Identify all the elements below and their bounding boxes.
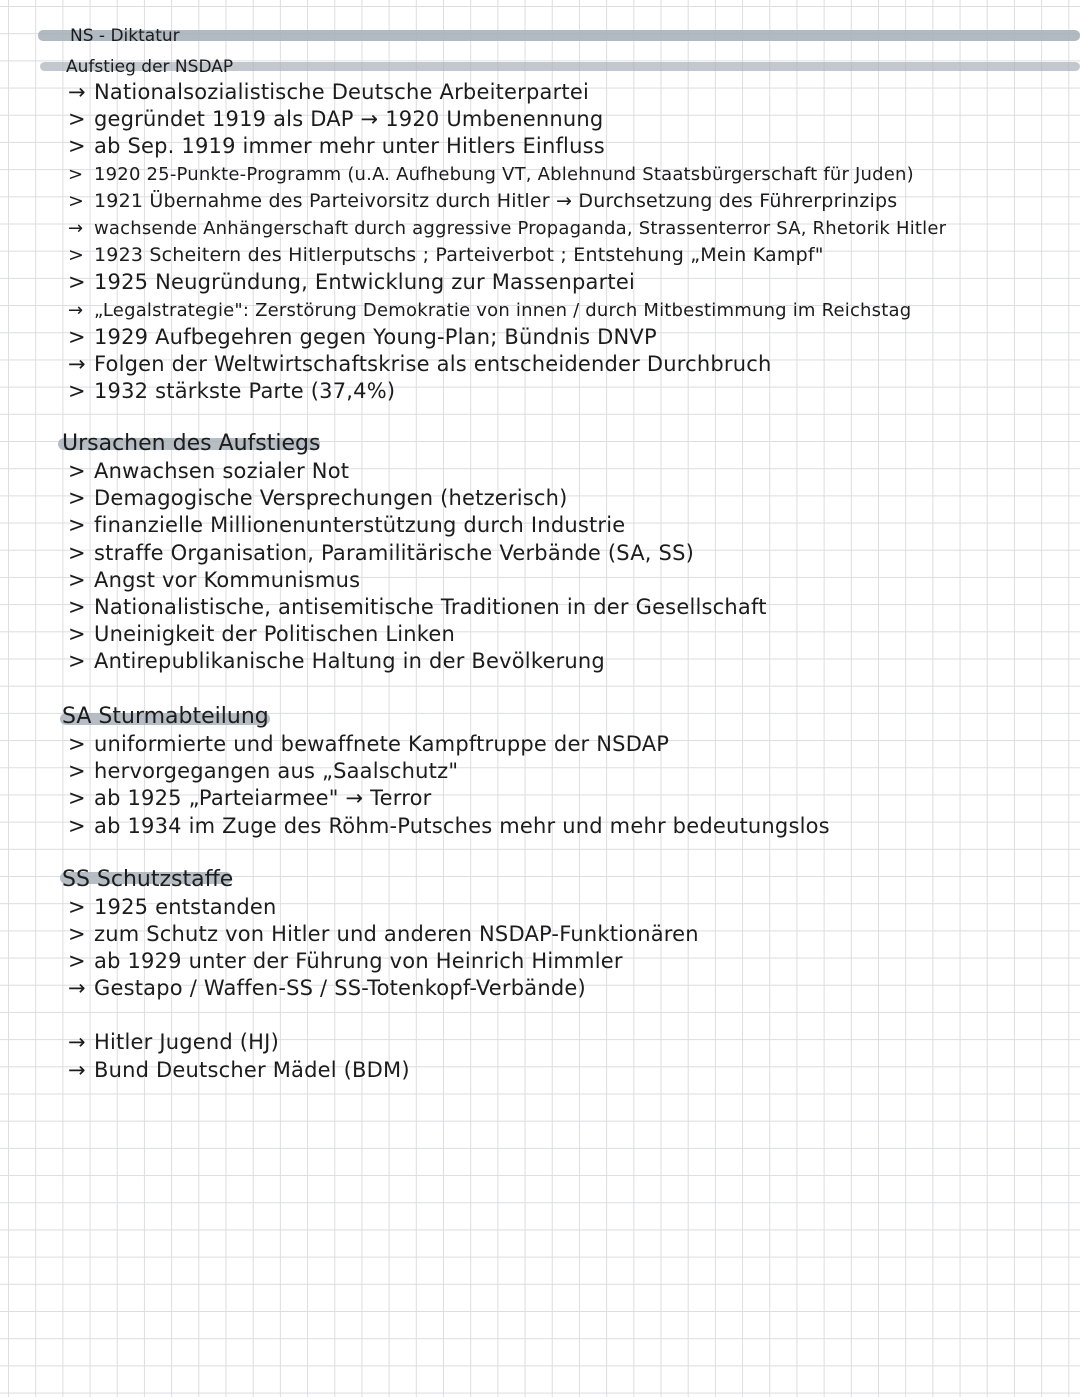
list-marker: > [68, 190, 85, 212]
list-item-text: Bund Deutscher Mädel (BDM) [94, 1058, 410, 1082]
list-marker: > [68, 622, 86, 646]
list-item-text: uniformierte und bewaffnete Kampftruppe der NSDAP [94, 732, 670, 756]
list-item-text: ab 1934 im Zuge des Röhm-Putsches mehr und mehr bedeutungslos [94, 814, 830, 838]
list-item [68, 188, 897, 215]
list-marker: > [68, 949, 86, 973]
list-item [68, 975, 586, 1002]
list-marker: > [68, 164, 84, 185]
list-item-text: Folgen der Weltwirtschaftskrise als entscheidender Durchbruch [94, 352, 772, 376]
list-marker: > [68, 134, 86, 158]
list-item [68, 458, 349, 485]
list-item [68, 948, 623, 975]
list-marker: > [68, 568, 86, 592]
list-item [68, 297, 911, 324]
list-item-text: 1923 Scheitern des Hitlerputschs ; Parteiverbot ; Entstehung „Mein Kampf" [94, 244, 824, 266]
list-marker: → [68, 300, 84, 321]
list-item-text: ab Sep. 1919 immer mehr unter Hitlers Einfluss [94, 134, 605, 158]
list-item-text: 1925 Neugründung, Entwicklung zur Massenpartei [94, 270, 636, 294]
list-item [68, 648, 605, 675]
list-item [68, 731, 669, 758]
list-marker: > [68, 759, 86, 783]
list-item [68, 813, 830, 840]
list-marker: > [68, 541, 86, 565]
section-heading-ss: SS Schutzstaffe [62, 867, 234, 892]
list-item [68, 133, 605, 160]
list-marker: → [68, 352, 86, 376]
list-item-text: Demagogische Versprechungen (hetzerisch) [94, 486, 568, 510]
list-marker: → [68, 80, 86, 104]
page-title: NS - Diktatur [70, 26, 180, 46]
list-item-text: 1932 stärkste Parte (37,4%) [94, 379, 396, 403]
list-item-text: Uneinigkeit der Politischen Linken [94, 622, 456, 646]
list-item [68, 921, 699, 948]
list-item [68, 351, 772, 378]
list-item-text: zum Schutz von Hitler und anderen NSDAP-Funktionären [94, 922, 699, 946]
list-marker: → [68, 218, 84, 239]
list-item [68, 512, 625, 539]
list-marker: > [68, 895, 86, 919]
list-item-text: Gestapo / Waffen-SS / SS-Totenkopf-Verbände) [94, 976, 586, 1000]
section-heading-aufstieg: Aufstieg der NSDAP [66, 57, 234, 77]
list-item-text: Anwachsen sozialer Not [94, 459, 350, 483]
list-item [68, 540, 694, 567]
list-item-text: hervorgegangen aus „Saalschutz" [94, 759, 459, 783]
list-item-text: straffe Organisation, Paramilitärische Verbände (SA, SS) [94, 541, 694, 565]
list-item [68, 594, 767, 621]
list-marker: > [68, 270, 86, 294]
list-item [68, 1029, 279, 1056]
list-marker: → [68, 976, 86, 1000]
list-marker: > [68, 922, 86, 946]
list-item [68, 215, 946, 242]
section-heading-sa: SA Sturmabteilung [62, 704, 269, 729]
list-marker: > [68, 513, 86, 537]
list-item [68, 79, 589, 106]
list-item [68, 242, 824, 269]
list-item [68, 485, 568, 512]
list-item-text: finanzielle Millionenunterstützung durch Industrie [94, 513, 626, 537]
list-marker: → [68, 1030, 86, 1054]
list-marker: > [68, 732, 86, 756]
list-marker: > [68, 107, 86, 131]
list-item-text: gegründet 1919 als DAP → 1920 Umbenennung [94, 107, 604, 131]
list-item-text: Hitler Jugend (HJ) [94, 1030, 279, 1054]
list-marker: > [68, 814, 86, 838]
list-marker: > [68, 244, 85, 266]
list-item [68, 378, 395, 405]
list-item [68, 161, 914, 188]
list-item-text: Nationalistische, antisemitische Traditionen in der Gesellschaft [94, 595, 767, 619]
list-item-text: „Legalstrategie": Zerstörung Demokratie von innen / durch Mitbestimmung im Reichstag [94, 300, 912, 321]
list-item-text: ab 1929 unter der Führung von Heinrich Himmler [94, 949, 623, 973]
list-marker: > [68, 325, 86, 349]
list-item [68, 269, 635, 296]
list-item [68, 621, 455, 648]
list-item [68, 106, 603, 133]
title-highlight [38, 30, 1080, 41]
list-item-text: Nationalsozialistische Deutsche Arbeiterpartei [94, 80, 590, 104]
list-marker: > [68, 486, 86, 510]
list-marker: > [68, 379, 86, 403]
list-item-text: wachsende Anhängerschaft durch aggressive Propaganda, Strassenterror SA, Rhetorik Hitler [94, 218, 947, 239]
list-marker: → [68, 1058, 86, 1082]
list-marker: > [68, 786, 86, 810]
list-item-text: 1925 entstanden [94, 895, 277, 919]
list-marker: > [68, 595, 86, 619]
section-heading-ursachen: Ursachen des Aufstiegs [62, 431, 321, 456]
list-item [68, 567, 360, 594]
list-item [68, 324, 657, 351]
list-item [68, 785, 431, 812]
list-item-text: ab 1925 „Parteiarmee" → Terror [94, 786, 432, 810]
list-item [68, 758, 458, 785]
list-item-text: Antirepublikanische Haltung in der Bevölkerung [94, 649, 605, 673]
list-item [68, 894, 277, 921]
list-item-text: 1929 Aufbegehren gegen Young-Plan; Bündnis DNVP [94, 325, 657, 349]
list-marker: > [68, 649, 86, 673]
list-item-text: Angst vor Kommunismus [94, 568, 361, 592]
list-item-text: 1921 Übernahme des Parteivorsitz durch Hitler → Durchsetzung des Führerprinzips [94, 190, 898, 212]
list-marker: > [68, 459, 86, 483]
list-item [68, 1057, 410, 1084]
list-item-text: 1920 25-Punkte-Programm (u.A. Aufhebung VT, Ablehnund Staatsbürgerschaft für Juden) [94, 164, 914, 185]
